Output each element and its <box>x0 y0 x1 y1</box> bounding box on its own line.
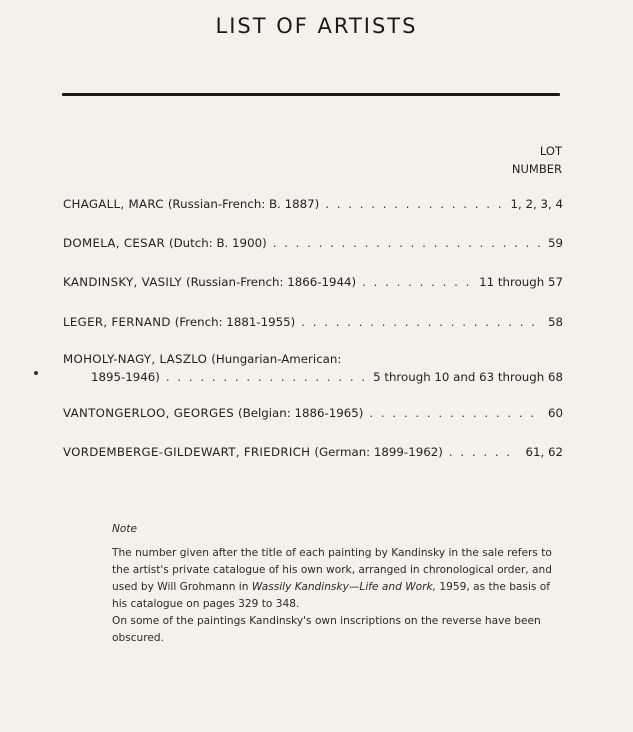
lot-header-line2: NUMBER <box>511 162 562 176</box>
leader-dots <box>166 368 367 386</box>
leader-dots <box>369 404 542 422</box>
artist-lots: 60 <box>547 406 563 420</box>
artist-lots: 59 <box>547 236 563 250</box>
note-heading: Note <box>112 523 138 535</box>
lot-number-header <box>472 142 562 178</box>
leader-dots <box>273 234 542 252</box>
artist-dates: (Hungarian-American: <box>211 352 342 366</box>
lot-header-line1: LOT <box>539 144 562 158</box>
artist-name: VORDEMBERGE-GILDEWART, FRIEDRICH <box>63 445 311 459</box>
leader-dots <box>325 195 504 213</box>
leader-dots <box>449 443 520 461</box>
note-paragraph-2: On some of the paintings Kandinsky's own inscriptions on the reverse have been obscured. <box>112 615 541 644</box>
note-book-title: Wassily Kandinsky—Life and Work, <box>251 581 437 593</box>
artist-entry-domela <box>63 234 563 252</box>
title-divider <box>62 93 560 96</box>
artist-entry-vantongerloo <box>63 404 563 422</box>
artist-lots: 58 <box>547 315 563 329</box>
artist-name: CHAGALL, MARC <box>63 197 164 211</box>
note-para1-text-a: The number given after the title of each painting by Kandinsky in the sale refers to the artist's private catalogue of his own work, arranged in chronological order, and used by Will Grohmann in <box>112 547 552 593</box>
artist-lots: 5 through 10 and 63 through 68 <box>373 370 563 384</box>
artist-entry-vordemberge-gildewart <box>63 443 563 461</box>
artist-dates: (Russian-French: 1866-1944) <box>185 275 357 289</box>
leader-dots <box>301 313 542 331</box>
page-title: LIST OF ARTISTS <box>215 14 418 38</box>
leader-dots <box>362 273 473 291</box>
artist-name: KANDINSKY, VASILY <box>63 275 182 289</box>
artist-lots: 1, 2, 3, 4 <box>510 197 563 211</box>
artist-entry-leger <box>63 313 563 331</box>
artist-dates-continued: 1895-1946) <box>91 370 160 384</box>
artist-dates: (French: 1881-1955) <box>174 315 296 329</box>
artist-lots: 11 through 57 <box>479 275 563 289</box>
artist-lots: 61, 62 <box>525 445 563 459</box>
artist-entry-moholy-nagy <box>63 350 563 386</box>
note-block <box>112 521 567 647</box>
artist-name: DOMELA, CESAR <box>63 236 165 250</box>
artist-name: MOHOLY-NAGY, LASZLO <box>63 352 208 366</box>
artist-entry-chagall <box>63 195 563 213</box>
artist-dates: (Belgian: 1886-1965) <box>238 406 364 420</box>
artist-name: LEGER, FERNAND <box>63 315 171 329</box>
artist-dates: (Dutch: B. 1900) <box>168 236 267 250</box>
artist-dates: (German: 1899-1962) <box>314 445 443 459</box>
artist-entry-kandinsky <box>63 273 563 291</box>
artist-dates: (Russian-French: B. 1887) <box>167 197 320 211</box>
note-para1-text-b: 1959, as the basis of his catalogue on pages 329 to 348. <box>112 581 550 610</box>
note-paragraph-1 <box>112 545 567 613</box>
artist-name: VANTONGERLOO, GEORGES <box>63 406 235 420</box>
margin-mark <box>34 371 38 375</box>
